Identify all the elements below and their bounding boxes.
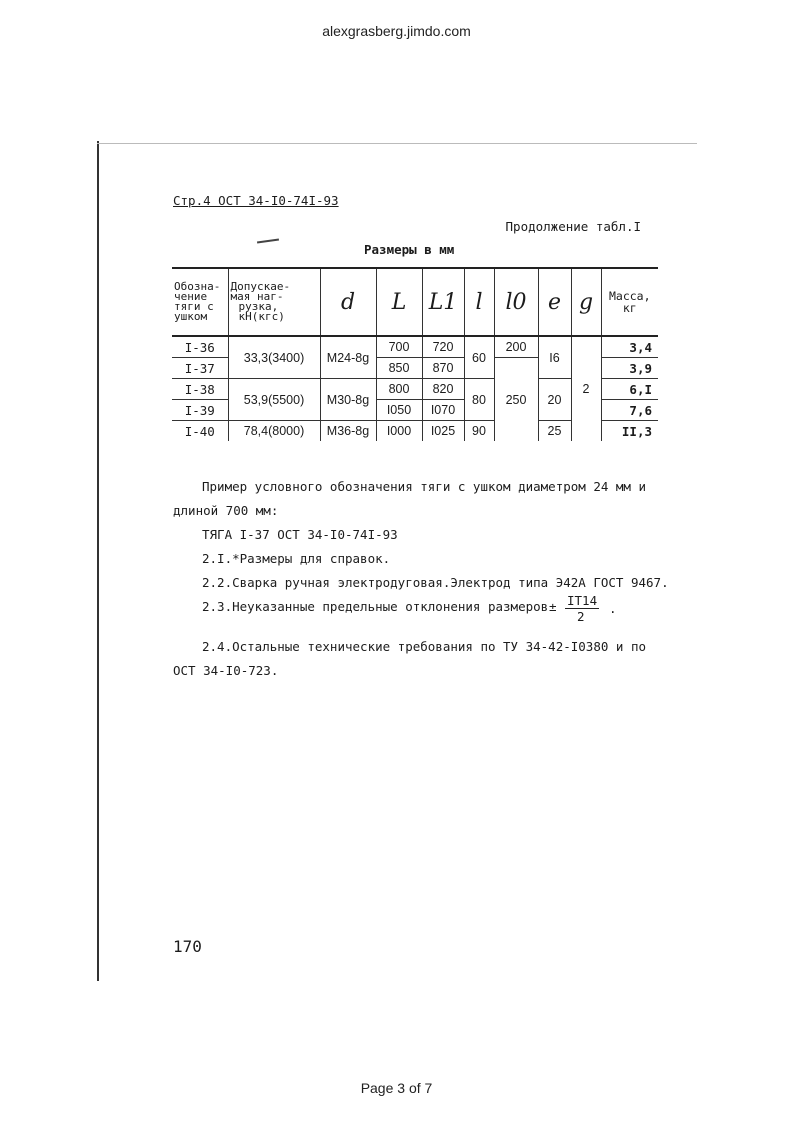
note-2-4-continued: ОСТ 34-I0-723. — [173, 663, 279, 678]
tolerance-numerator: IT14 — [567, 593, 598, 608]
load-cell: 53,9(5500) — [228, 379, 320, 421]
tolerance-period: . — [609, 601, 617, 616]
header-designation-line: Обозна- — [174, 280, 221, 293]
length-L-cell: 700 — [376, 336, 422, 358]
length-L1-cell: I025 — [422, 421, 464, 442]
table-header-row — [172, 268, 658, 336]
header-e: e — [538, 268, 571, 336]
site-url-header: alexgrasberg.jimdo.com — [322, 23, 471, 39]
header-load-line: Допускае- — [230, 280, 291, 293]
l0-cell: 200 — [494, 336, 538, 358]
row-designation: I-36 — [172, 336, 228, 358]
note-2-2: 2.2.Сварка ручная электродуговая.Электрод типа Э42А ГОСТ 9467. — [202, 575, 669, 590]
header-mass-line: кг — [622, 301, 637, 315]
page-left-border — [97, 141, 99, 981]
dimensions-table — [172, 267, 658, 441]
mass-cell: 7,6 — [601, 400, 658, 421]
e-cell: I6 — [538, 336, 571, 379]
pagination-footer: Page 3 of 7 — [360, 1080, 433, 1096]
load-cell: 33,3(3400) — [228, 336, 320, 379]
header-load-line: рузка, — [238, 300, 279, 313]
mass-cell: 6,I — [601, 379, 658, 400]
l-cell: 80 — [464, 379, 494, 421]
mass-cell: 3,9 — [601, 358, 658, 379]
row-designation: I-38 — [172, 379, 228, 400]
header-designation-line: тяги с — [174, 300, 214, 313]
header-g: g — [571, 268, 601, 336]
e-cell: 20 — [538, 379, 571, 421]
header-l: l — [464, 268, 494, 336]
tolerance-sign: ± — [549, 599, 557, 614]
header-L: L — [376, 268, 422, 336]
table-row — [172, 336, 658, 358]
mass-cell: II,3 — [601, 421, 658, 442]
header-L1: L1 — [422, 268, 464, 336]
header-d: d — [320, 268, 376, 336]
mass-cell: 3,4 — [601, 336, 658, 358]
header-l0: l0 — [494, 268, 538, 336]
header-designation-line: ушком — [174, 310, 208, 323]
header-load — [228, 268, 320, 336]
page-top-border — [97, 143, 697, 144]
row-designation: I-39 — [172, 400, 228, 421]
length-L-cell: I000 — [376, 421, 422, 442]
page-reference: Стр.4 ОСТ 34-I0-74I-93 — [173, 193, 339, 208]
row-designation: I-37 — [172, 358, 228, 379]
note-2-4: 2.4.Остальные технические требования по ТУ 34-42-I0380 и по — [202, 639, 647, 654]
length-L1-cell: 720 — [422, 336, 464, 358]
l-cell: 90 — [464, 421, 494, 442]
units-caption: Размеры в мм — [364, 242, 455, 257]
thread-cell: M30-8g — [320, 379, 376, 421]
designation-example: ТЯГА I-37 ОСТ 34-I0-74I-93 — [202, 527, 398, 542]
scanned-page — [97, 141, 697, 981]
header-designation-line: чение — [174, 290, 208, 303]
header-designation — [172, 268, 228, 336]
header-mass-line: Масса, — [608, 289, 651, 303]
thread-cell: M36-8g — [320, 421, 376, 442]
example-text: Пример условного обозначения тяги с ушком диаметром 24 мм и — [202, 479, 647, 494]
header-mass — [601, 268, 658, 336]
length-L-cell: I050 — [376, 400, 422, 421]
load-cell: 78,4(8000) — [228, 421, 320, 442]
table-continuation-label: Продолжение табл.I — [505, 219, 641, 234]
tolerance-denominator: 2 — [577, 609, 585, 624]
l0-cell: 250 — [494, 358, 538, 442]
header-load-line: мая наг- — [230, 290, 284, 303]
e-cell: 25 — [538, 421, 571, 442]
page-number: 170 — [173, 937, 202, 956]
row-designation: I-40 — [172, 421, 228, 442]
l-cell: 60 — [464, 336, 494, 379]
thread-cell: M24-8g — [320, 336, 376, 379]
scan-smudge — [257, 238, 279, 243]
example-text-continued: длиной 700 мм: — [173, 503, 279, 518]
length-L1-cell: 820 — [422, 379, 464, 400]
g-cell: 2 — [571, 336, 601, 441]
header-load-line: кН(кгс) — [238, 310, 285, 323]
length-L-cell: 850 — [376, 358, 422, 379]
length-L-cell: 800 — [376, 379, 422, 400]
note-2-3: 2.3.Неуказанные предельные отклонения размеров — [202, 599, 549, 614]
note-2-1: 2.I.*Размеры для справок. — [202, 551, 391, 566]
length-L1-cell: I070 — [422, 400, 464, 421]
length-L1-cell: 870 — [422, 358, 464, 379]
